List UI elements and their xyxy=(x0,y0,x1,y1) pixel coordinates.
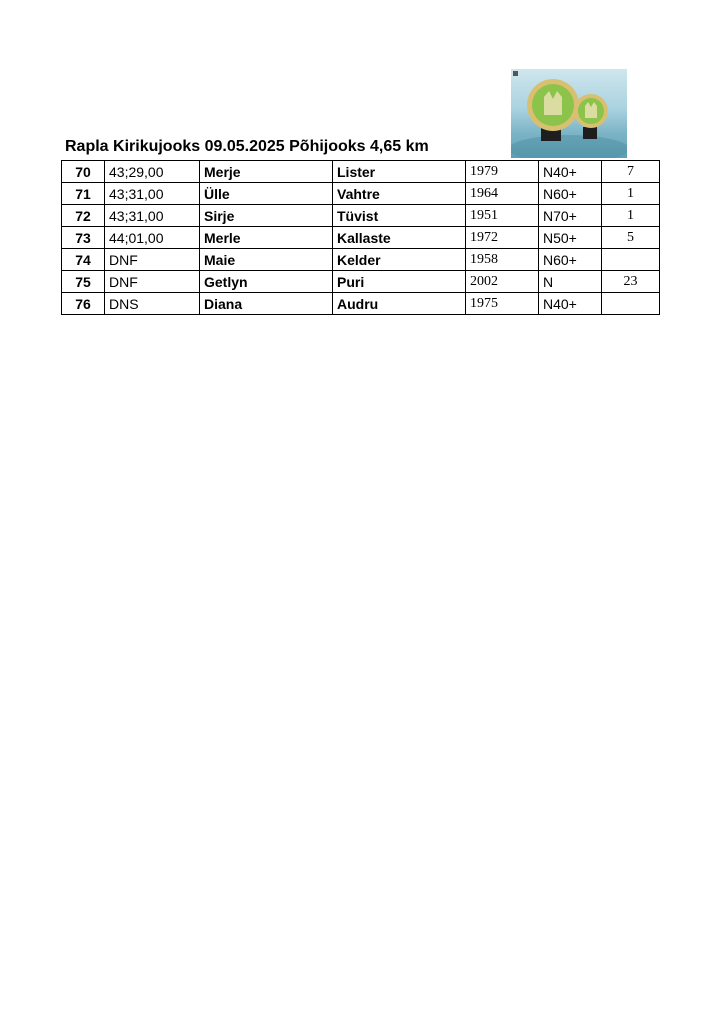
class-rank-cell: 23 xyxy=(602,271,660,293)
results-table xyxy=(61,160,660,315)
age-class-cell: N60+ xyxy=(539,183,602,205)
table-row xyxy=(62,249,660,271)
place-cell: 74 xyxy=(62,249,105,271)
time-cell: DNS xyxy=(105,293,200,315)
place-cell: 75 xyxy=(62,271,105,293)
last-name-cell: Lister xyxy=(333,161,466,183)
time-cell: DNF xyxy=(105,271,200,293)
first-name-cell: Maie xyxy=(200,249,333,271)
birth-year-cell: 1975 xyxy=(466,293,539,315)
birth-year-cell: 1964 xyxy=(466,183,539,205)
place-cell: 70 xyxy=(62,161,105,183)
first-name-cell: Diana xyxy=(200,293,333,315)
class-rank-cell: 1 xyxy=(602,183,660,205)
table-row xyxy=(62,161,660,183)
medal-logo-icon xyxy=(511,69,627,158)
birth-year-cell: 1958 xyxy=(466,249,539,271)
age-class-cell: N xyxy=(539,271,602,293)
last-name-cell: Audru xyxy=(333,293,466,315)
time-cell: 43;31,00 xyxy=(105,183,200,205)
class-rank-cell: 7 xyxy=(602,161,660,183)
time-cell: DNF xyxy=(105,249,200,271)
last-name-cell: Puri xyxy=(333,271,466,293)
place-cell: 73 xyxy=(62,227,105,249)
class-rank-cell: 5 xyxy=(602,227,660,249)
last-name-cell: Vahtre xyxy=(333,183,466,205)
class-rank-cell: 1 xyxy=(602,205,660,227)
table-row xyxy=(62,183,660,205)
birth-year-cell: 1979 xyxy=(466,161,539,183)
place-cell: 71 xyxy=(62,183,105,205)
first-name-cell: Merje xyxy=(200,161,333,183)
class-rank-cell xyxy=(602,249,660,271)
first-name-cell: Ülle xyxy=(200,183,333,205)
birth-year-cell: 1951 xyxy=(466,205,539,227)
last-name-cell: Kallaste xyxy=(333,227,466,249)
last-name-cell: Kelder xyxy=(333,249,466,271)
first-name-cell: Getlyn xyxy=(200,271,333,293)
table-row xyxy=(62,205,660,227)
class-rank-cell xyxy=(602,293,660,315)
first-name-cell: Sirje xyxy=(200,205,333,227)
time-cell: 44;01,00 xyxy=(105,227,200,249)
page-title: Rapla Kirikujooks 09.05.2025 Põhijooks 4,65 km xyxy=(65,138,429,155)
time-cell: 43;29,00 xyxy=(105,161,200,183)
table-row xyxy=(62,271,660,293)
table-row xyxy=(62,293,660,315)
place-cell: 76 xyxy=(62,293,105,315)
age-class-cell: N40+ xyxy=(539,293,602,315)
place-cell: 72 xyxy=(62,205,105,227)
first-name-cell: Merle xyxy=(200,227,333,249)
time-cell: 43;31,00 xyxy=(105,205,200,227)
age-class-cell: N70+ xyxy=(539,205,602,227)
age-class-cell: N50+ xyxy=(539,227,602,249)
age-class-cell: N40+ xyxy=(539,161,602,183)
birth-year-cell: 1972 xyxy=(466,227,539,249)
last-name-cell: Tüvist xyxy=(333,205,466,227)
age-class-cell: N60+ xyxy=(539,249,602,271)
birth-year-cell: 2002 xyxy=(466,271,539,293)
table-row xyxy=(62,227,660,249)
